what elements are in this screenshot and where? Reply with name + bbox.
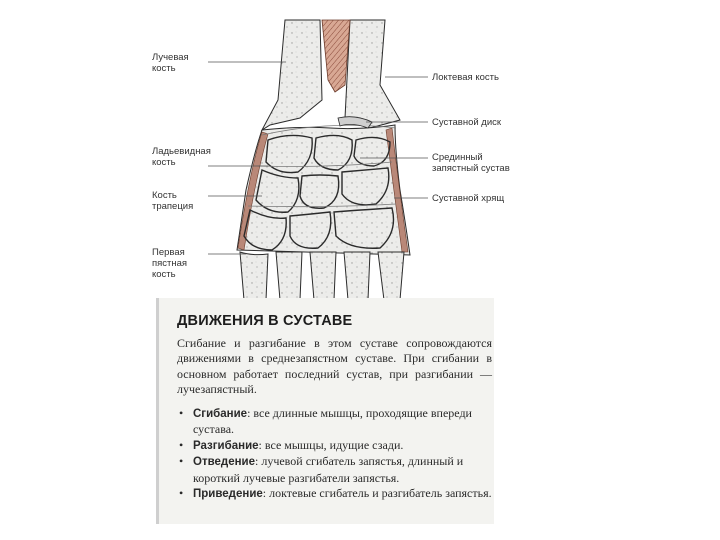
list-item-extension bbox=[177, 438, 492, 454]
label-articular-disc: Суставной диск bbox=[432, 117, 502, 128]
label-trapezium: Кость трапеция bbox=[152, 190, 194, 212]
label-radius: Лучевая кость bbox=[152, 52, 189, 74]
metacarpal-bones bbox=[240, 252, 404, 300]
section-heading: ДВИЖЕНИЯ В СУСТАВЕ bbox=[177, 313, 353, 329]
list-item-flexion bbox=[177, 406, 492, 438]
scan-edge bbox=[156, 298, 159, 524]
label-scaphoid: Ладьевидная кость bbox=[152, 146, 211, 168]
first-metacarpal bbox=[240, 252, 268, 300]
label-articular-cartilage: Суставной хрящ bbox=[432, 193, 505, 204]
term-abduction: Отведение bbox=[193, 456, 255, 469]
desc-extension: : все мышцы, идущие сзади. bbox=[258, 437, 404, 452]
desc-flexion: : все длинные мышцы, проходящие впереди сустава. bbox=[193, 406, 472, 437]
desc-adduction: : локтевые сгибатель и разгибатель запястья. bbox=[262, 486, 492, 501]
movement-list bbox=[177, 406, 492, 502]
term-flexion: Сгибание bbox=[193, 408, 248, 420]
list-item-abduction bbox=[177, 454, 492, 486]
term-adduction: Приведение bbox=[193, 488, 263, 501]
bullet-icon: • bbox=[179, 454, 184, 469]
intro-paragraph: Сгибание и разгибание в этом суставе сопровождаются движениями в среднезапястном суставе. При сгибании в основном работает последний сустав, при разгибании — лучезапястный. bbox=[177, 336, 492, 397]
desc-abduction: : лучевой сгибатель запястья, длинный и короткий лучевые разгибатели запястья. bbox=[193, 454, 464, 485]
radius-bone bbox=[262, 20, 322, 130]
list-item-adduction bbox=[177, 486, 492, 502]
label-midcarpal-joint: Срединный запястный сустав bbox=[432, 152, 510, 174]
bullet-icon: • bbox=[179, 406, 184, 420]
interosseous-membrane bbox=[322, 20, 350, 92]
label-ulna: Локтевая кость bbox=[432, 72, 499, 83]
ulna-bone bbox=[345, 20, 400, 128]
term-extension: Разгибание bbox=[193, 439, 259, 452]
bullet-icon: • bbox=[179, 437, 184, 452]
label-first-metacarpal: Первая пястная кость bbox=[152, 247, 188, 280]
bullet-icon: • bbox=[179, 486, 184, 501]
